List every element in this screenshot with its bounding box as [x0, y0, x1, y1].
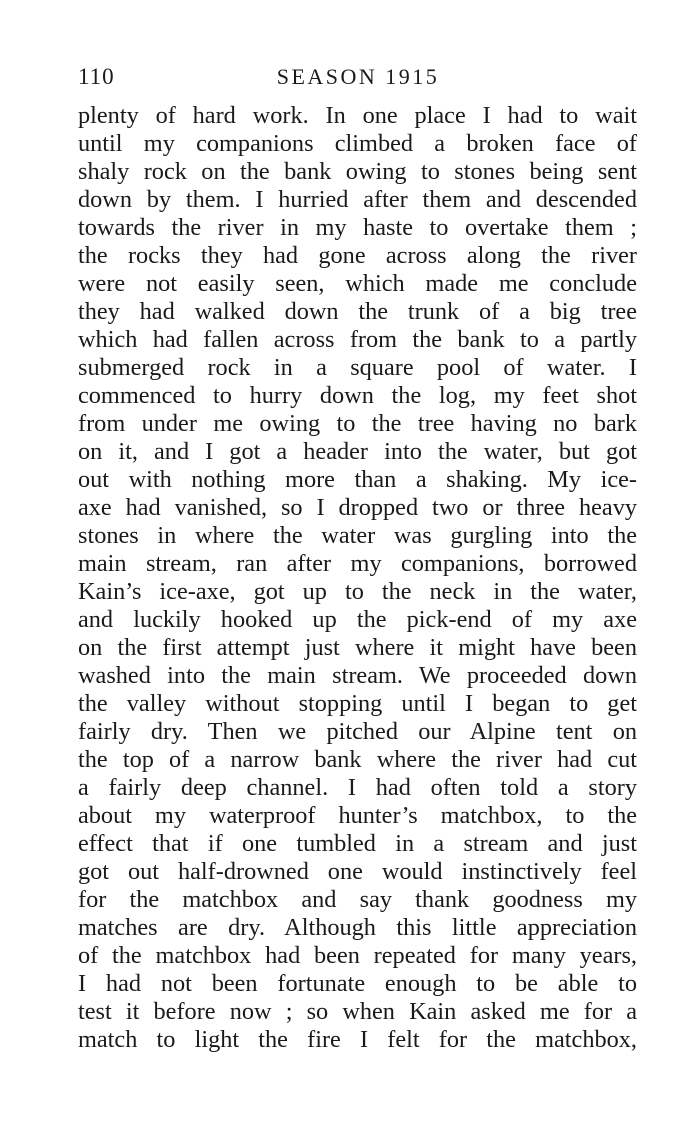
text-line: were not easily seen, which made me conclude: [78, 270, 637, 297]
text-line: main stream, ran after my companions, borrowed: [78, 550, 637, 577]
text-line: washed into the main stream. We proceeded down: [78, 662, 637, 689]
text-line: stones in where the water was gurgling into the: [78, 522, 637, 549]
text-line: which had fallen across from the bank to a partly: [78, 326, 637, 353]
text-line: the valley without stopping until I began to get: [78, 690, 637, 717]
page-number: 110: [78, 64, 115, 89]
running-head: [78, 62, 638, 92]
text-line: on it, and I got a header into the water, but got: [78, 438, 637, 465]
text-line: and luckily hooked up the pick-end of my axe: [78, 606, 637, 633]
text-line: a fairly deep channel. I had often told a story: [78, 774, 637, 801]
text-line: fairly dry. Then we pitched our Alpine tent on: [78, 718, 637, 745]
text-line: they had walked down the trunk of a big tree: [78, 298, 637, 325]
text-line: match to light the fire I felt for the matchbox,: [78, 1026, 637, 1053]
text-line: axe had vanished, so I dropped two or three heavy: [78, 494, 637, 521]
text-line: effect that if one tumbled in a stream and just: [78, 830, 637, 857]
text-line: the top of a narrow bank where the river had cut: [78, 746, 637, 773]
text-line: about my waterproof hunter’s matchbox, to the: [78, 802, 637, 829]
text-line: I had not been fortunate enough to be able to: [78, 970, 637, 997]
text-line: test it before now ; so when Kain asked me for a: [78, 998, 637, 1025]
running-title: SEASON 1915: [276, 64, 440, 89]
text-line: matches are dry. Although this little appreciation: [78, 914, 637, 941]
text-line: of the matchbox had been repeated for many years,: [78, 942, 637, 969]
text-line: towards the river in my haste to overtake them ;: [78, 214, 637, 241]
text-line: from under me owing to the tree having no bark: [78, 410, 637, 437]
text-line: plenty of hard work. In one place I had to wait: [78, 102, 637, 129]
text-line: got out half-drowned one would instinctively feel: [78, 858, 637, 885]
text-line: commenced to hurry down the log, my feet shot: [78, 382, 637, 409]
text-line: submerged rock in a square pool of water. I: [78, 354, 637, 381]
text-line: shaly rock on the bank owing to stones being sent: [78, 158, 637, 185]
text-line: until my companions climbed a broken face of: [78, 130, 637, 157]
text-line: on the first attempt just where it might have been: [78, 634, 637, 661]
text-line: for the matchbox and say thank goodness my: [78, 886, 637, 913]
text-line: the rocks they had gone across along the river: [78, 242, 637, 269]
text-line: Kain’s ice-axe, got up to the neck in the water,: [78, 578, 637, 605]
text-line: out with nothing more than a shaking. My ice-: [78, 466, 637, 493]
text-line: down by them. I hurried after them and descended: [78, 186, 637, 213]
body-text: [78, 102, 637, 1054]
